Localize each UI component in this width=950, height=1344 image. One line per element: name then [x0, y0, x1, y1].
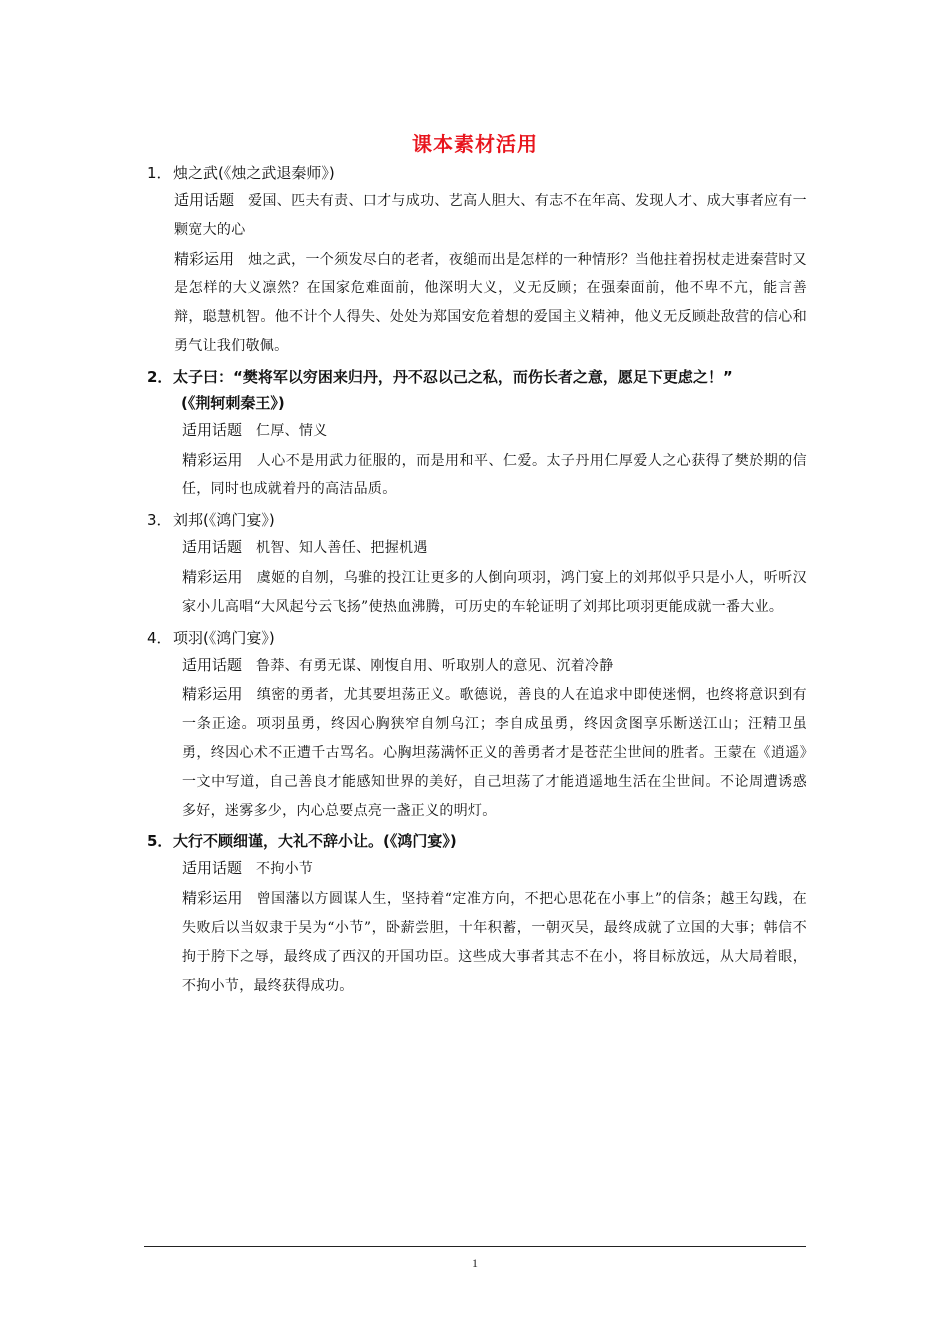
usage-label: 精彩运用 — [182, 685, 243, 704]
usage-text: 虞姬的自刎，乌骓的投江让更多的人倒向项羽，鸿门宴上的刘邦似乎只是小人，听听汉家小儿高唱“大风起兮云飞扬”使热血沸腾，可历史的车轮证明了刘邦比项羽更能成就一番大业。 — [182, 569, 807, 615]
item-heading — [147, 625, 807, 651]
topic-label: 适用话题 — [182, 538, 243, 557]
item-number: 5． — [147, 832, 173, 851]
usage-text: 曾国藩以方圆谋人生，坚持着“定准方向，不把心思花在小事上”的信条；越王勾践，在失败后以当奴隶于吴为“小节”，卧薪尝胆，十年积蓄，一朝灭吴，最终成就了立国的大事；韩信不拘于胯下之辱，最终成了西汉的开国功臣。这些成大事者其志不在小，将目标放远，从大局着眼，不拘小节，最终获得成功。 — [182, 891, 807, 994]
topic-paragraph — [147, 533, 807, 563]
item-heading — [147, 160, 807, 186]
material-item-3 — [147, 507, 807, 621]
item-heading-text: 大行不顾细谨，大礼不辞小让。(《鸿门宴》) — [173, 832, 457, 851]
usage-paragraph — [147, 680, 807, 825]
item-number: 3． — [147, 511, 172, 530]
item-heading-text: 烛之武(《烛之武退秦师》) — [173, 164, 335, 182]
page-title: 课本素材活用 — [412, 132, 538, 156]
topic-text: 爱国、匹夫有责、口才与成功、艺高人胆大、有志不在年高、发现人才、成大事者应有一颗宽大的心 — [174, 193, 807, 238]
topic-text: 仁厚、情义 — [256, 422, 328, 439]
footer-divider — [144, 1246, 806, 1247]
material-item-5 — [147, 828, 807, 1000]
document-body — [147, 160, 807, 1000]
usage-paragraph — [147, 884, 807, 1000]
item-heading-source: (《荆轲刺秦王》) — [181, 393, 285, 412]
usage-label: 精彩运用 — [182, 889, 243, 908]
usage-paragraph — [147, 446, 807, 505]
item-number: 2． — [147, 367, 173, 386]
item-heading-text: 项羽(《鸿门宴》) — [173, 628, 275, 647]
item-heading-text: 刘邦(《鸿门宴》) — [173, 511, 275, 530]
topic-text: 鲁莽、有勇无谋、刚愎自用、听取别人的意见、沉着冷静 — [256, 657, 614, 674]
topic-label: 适用话题 — [182, 859, 243, 878]
item-number: 4． — [147, 628, 172, 647]
usage-label: 精彩运用 — [182, 567, 243, 586]
material-item-1 — [147, 160, 807, 361]
usage-paragraph — [147, 245, 807, 361]
usage-text: 缜密的勇者，尤其要坦荡正义。歌德说，善良的人在追求中即使迷惘，也终将意识到有一条正途。项羽虽勇，终因心胸狭窄自刎乌江；李自成虽勇，终因贪图享乐断送江山；汪精卫虽勇，终因心术不正遭千古骂名。心胸坦荡满怀正义的善勇者才是苍茫尘世间的胜者。王蒙在《逍遥》一文中写道，自己善良才能感知世界的美好，自己坦荡了才能逍遥地生活在尘世间。不论周遭诱惑多好，迷雾多少，内心总要点亮一盏正义的明灯。 — [182, 687, 807, 819]
topic-label: 适用话题 — [182, 420, 243, 439]
usage-label: 精彩运用 — [174, 249, 235, 268]
item-heading — [147, 828, 807, 854]
item-heading — [147, 507, 807, 533]
usage-label: 精彩运用 — [182, 450, 243, 469]
usage-text: 烛之武，一个须发尽白的老者，夜缒而出是怎样的一种情形？当他拄着拐杖走进秦营时又是怎样的大义凛然？在国家危难面前，他深明大义，义无反顾；在强秦面前，他不卑不亢，能言善辩，聪慧机智。他不计个人得失、处处为郑国安危着想的爱国主义精神，他义无反顾赴敌营的信心和勇气让我们敬佩。 — [174, 251, 807, 354]
topic-text: 机智、知人善任、把握机遇 — [256, 540, 428, 557]
usage-paragraph — [147, 563, 807, 622]
page-number: 1 — [472, 1256, 478, 1270]
usage-text: 人心不是用武力征服的，而是用和平、仁爱。太子丹用仁厚爱人之心获得了樊於期的信任，同时也成就着丹的高洁品质。 — [182, 452, 807, 498]
item-heading-text: 太子曰：“樊将军以穷困来归丹，丹不忍以己之私，而伤长者之意，愿足下更虑之！” — [173, 367, 733, 386]
topic-paragraph — [147, 854, 807, 884]
material-item-2 — [147, 364, 807, 504]
topic-text: 不拘小节 — [256, 861, 314, 878]
topic-paragraph — [147, 186, 807, 245]
topic-label: 适用话题 — [182, 655, 243, 674]
topic-label: 适用话题 — [174, 191, 235, 209]
item-heading — [147, 364, 807, 416]
material-item-4 — [147, 625, 807, 826]
item-number: 1． — [147, 164, 172, 182]
topic-paragraph — [147, 651, 807, 681]
topic-paragraph — [147, 416, 807, 446]
